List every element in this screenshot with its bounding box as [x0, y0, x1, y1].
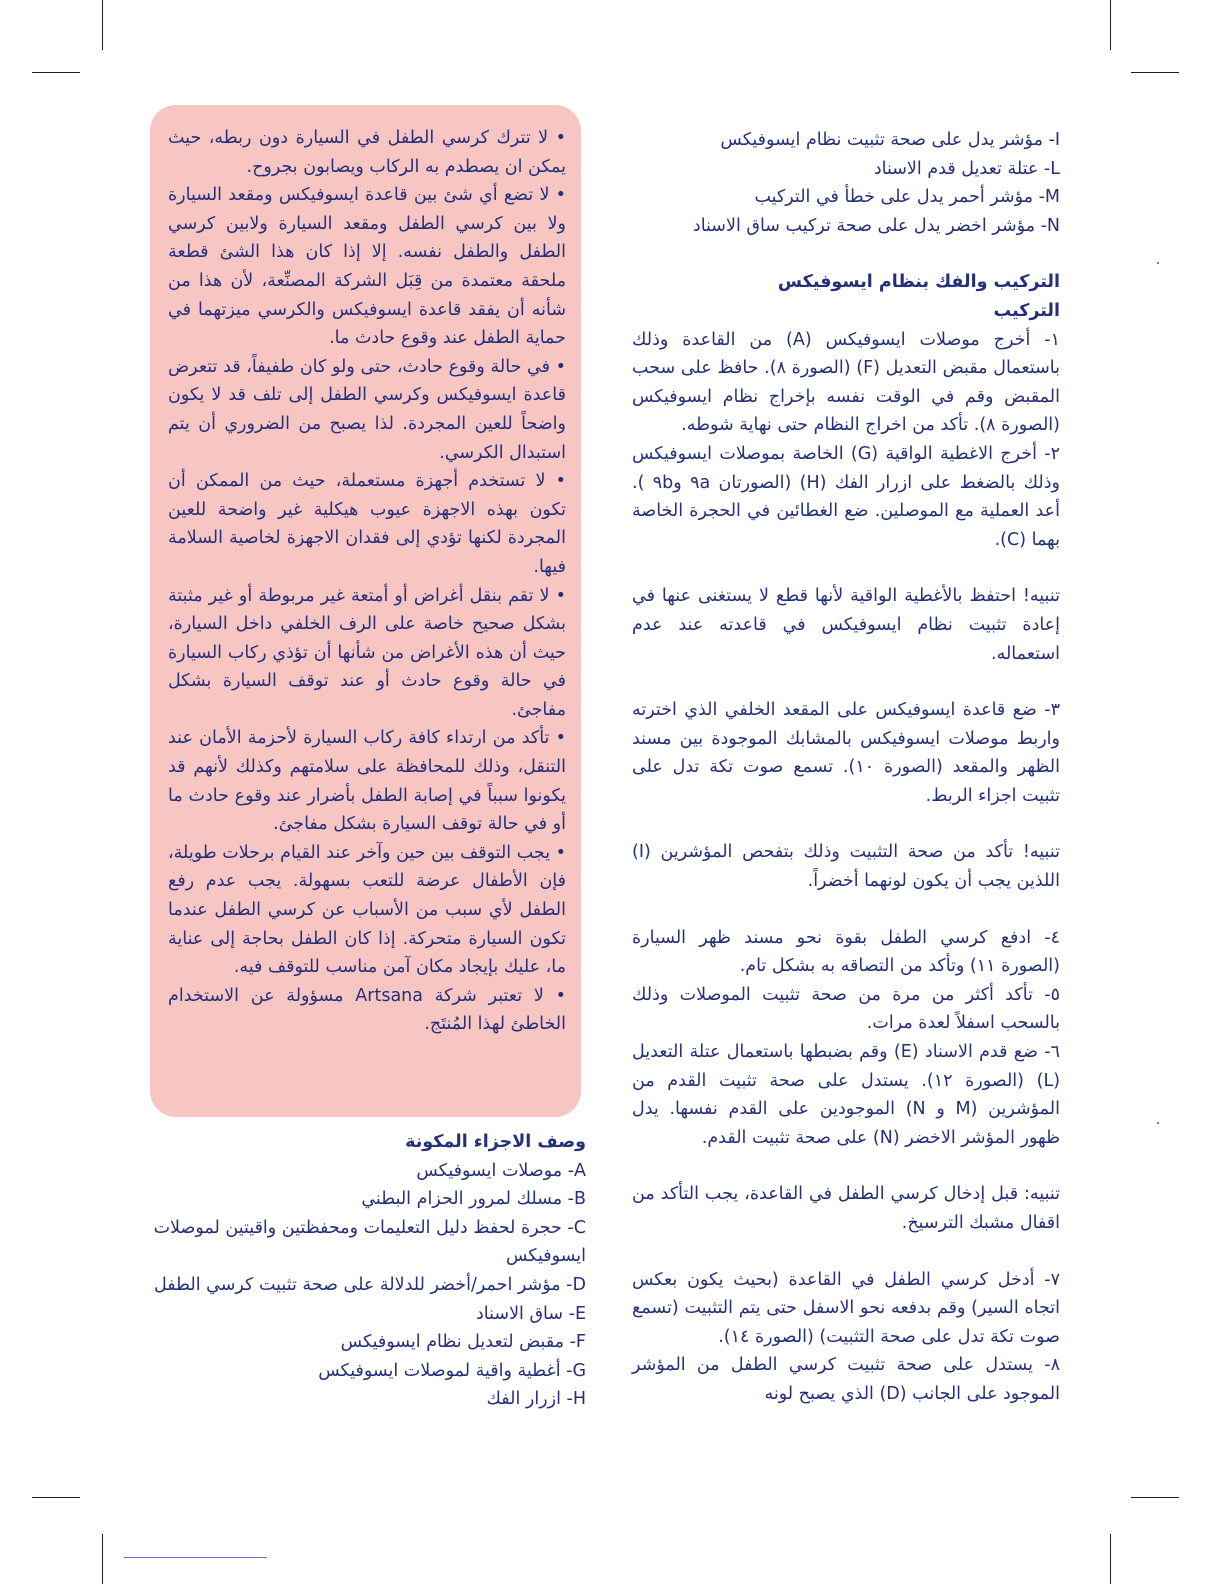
warning-item: • تأكد من ارتداء كافة ركاب السيارة لأحزمة الأمان عند التنقل، وذلك للمحافظة على سلامتهم وكذلك لأنهم قد يكونوا سبباً في إصابة الطفل بأضرار عند وقوع حادث ما أو في حالة توقف السيارة بشكل مفاجئ.: [168, 728, 566, 835]
warning-item: • لا تضع أي شئ بين قاعدة ايسوفيكس ومقعد السيارة ولا بين كرسي الطفل ومقعد السيارة ولابين كرسي الطفل والطفل نفسه. إلا إذا كان هذا الشئ قطعة ملحقة معتمدة من قِبَل الشركة المصنِّعة، لأن هذا من شأنه أن يفقد قاعدة ايسوفيكس والكرسي ميزتهما في حماية الطفل عند وقوع حادث ما.: [168, 185, 566, 349]
crop-mark-bottom-right-h: [1131, 1497, 1179, 1498]
warning-item: • في حالة وقوع حادث، حتى ولو كان طفيفاً، قد تتعرض قاعدة ايسوفيكس وكرسي الطفل إلى تلف قد لا يكون واضحاً للعين المجردة. لذا يصبح من الضروري أن يتم استبدال الكرسي.: [168, 356, 566, 463]
step-2: ٢- أخرج الاغطية الواقية (G) الخاصة بموصلات ايسوفيكس وذلك بالضغط على ازرار الفك (H) (الصورتان ٩a و٩b ). أعد العملية مع الموصلين. ضع الغطائين في الحجرة الخاصة بهما (C).: [632, 443, 1061, 550]
warning-item: • يجب التوقف بين حين وآخر عند القيام برحلات طويلة، فإن الأطفال عرضة للتعب بسهولة. يجب عدم رفع الطفل لأي سبب من الأسباب عن كرسي الطفل عندما تكون السيارة متحركة. إذا كان الطفل بحاجة إلى عناية ما، عليك بإيجاد مكان آمن مناسب للتوقف فيه.: [168, 842, 566, 978]
part-item-b: B- مسلك لمرور الحزام البطني: [361, 1189, 586, 1210]
step-6: ٦- ضع قدم الاسناد (E) وقم بضبطها باستعمال عتلة التعديل (L) (الصورة ١٢). يستدل على صحة تثبيت القدم من المؤشرين (M و N) الموجودين على القدم نفسها. يدل ظهور المؤشر الاخضر (N) على صحة تثبيت القدم.: [632, 1042, 1061, 1148]
step-7: ٧- أدخل كرسي الطفل في القاعدة (بحيث يكون بعكس اتجاه السير) وقم بدفعه نحو الاسفل حتى يتم التثبيت (تسمع صوت تكة تدل على صحة التثبيت) (الصورة ١٤).: [632, 1269, 1060, 1347]
warnings-list: [168, 124, 566, 1039]
instructions-column: [632, 126, 1060, 1409]
warning-item: • لا تستخدم أجهزة مستعملة، حيث من الممكن أن تكون بهذه الاجهزة عيوب هيكلية غير واضحة للعين المجردة لكنها تؤدي إلى فقدان الاجهزة لخاصية السلامة فيها.: [168, 471, 566, 577]
indicator-m: M- مؤشر أحمر يدل على خطأ في التركيب: [754, 187, 1060, 208]
step-5: ٥- تأكد أكثر من مرة من صحة تثبيت الموصلات وذلك بالسحب اسفلاً لعدة مرات.: [632, 984, 1060, 1034]
section-title: التركيب والفك بنظام ايسوفيكس: [777, 272, 1060, 293]
part-item-c: C- حجرة لحفظ دليل التعليمات ومحفظتين واقيتين لموصلات ايسوفيكس: [153, 1217, 586, 1267]
indicator-l: L- عتلة تعديل قدم الاسناد: [873, 158, 1060, 179]
part-item-e: E- ساق الاسناد: [476, 1303, 586, 1324]
parts-section: [150, 1128, 586, 1414]
warning-1: تنبيه! احتفظ بالأغطية الواقية لأنها قطع لا يستغنى عنها في إعادة تثبيت نظام ايسوفيكس في قاعدته عند عدم استعماله.: [632, 586, 1060, 664]
margin-dot-lower: [1157, 1122, 1159, 1124]
part-item-a: A- موصلات ايسوفيكس: [416, 1160, 586, 1181]
part-item-h: H- ازرار الفك: [486, 1389, 586, 1410]
crop-mark-top-right-h: [1131, 72, 1179, 73]
crop-mark-top-right: [1110, 0, 1111, 50]
crop-mark-bottom-right: [1110, 1534, 1111, 1584]
crop-mark-top-left: [102, 0, 103, 50]
warning-3: تنبيه: قبل إدخال كرسي الطفل في القاعدة، يجب التأكد من اقفال مشبك الترسيخ.: [632, 1184, 1060, 1233]
subsection-title: التركيب: [993, 300, 1060, 321]
part-item-f: F- مقبض لتعديل نظام ايسوفيكس: [340, 1332, 586, 1353]
footer-rule: [124, 1557, 267, 1558]
step-3: ٣- ضع قاعدة ايسوفيكس على المقعد الخلفي الذي اخترته واربط موصلات ايسوفيكس بالمشابك الموجودة بين مسند الظهر والمقعد (الصورة ١٠). تسمع صوت تكة تدل على تثبيت اجزاء الربط.: [632, 700, 1060, 806]
step-8: ٨- يستدل على صحة تثبيت كرسي الطفل من المؤشر الموجود على الجانب (D) الذي يصبح لونه: [632, 1355, 1060, 1404]
crop-mark-bottom-left-h: [32, 1497, 80, 1498]
parts-title: وصف الاجزاء المكونة: [405, 1132, 586, 1152]
indicator-n: N- مؤشر اخضر يدل على صحة تركيب ساق الاسناد: [692, 215, 1060, 236]
margin-dot-upper: [1157, 262, 1159, 264]
step-4: ٤- ادفع كرسي الطفل بقوة نحو مسند ظهر السيارة (الصورة ١١) وتأكد من التصاقه به بشكل تام.: [632, 927, 1060, 977]
crop-mark-top-left-h: [32, 72, 80, 73]
step-1: ١- أخرج موصلات ايسوفيكس (A) من القاعدة وذلك باستعمال مقبض التعديل (F) (الصورة ٨). حافظ على سحب المقبض وقم في الوقت نفسه بإخراج نظام ايسوفيكس (الصورة ٨). تأكد من اخراج النظام حتى نهاية شوطه.: [632, 329, 1061, 436]
part-item-g: G- أغطية واقية لموصلات ايسوفيكس: [318, 1360, 586, 1381]
warning-item: • لا تعتبر شركة Artsana مسؤولة عن الاستخدام الخاطئ لهذا المُنتَج.: [168, 985, 567, 1035]
part-item-d: D- مؤشر احمر/أخضر للدلالة على صحة تثبيت كرسي الطفل: [153, 1274, 586, 1295]
warning-item: • لا تترك كرسي الطفل في السيارة دون ربطه، حيث يمكن ان يصطدم به الركاب ويصابون بجروح.: [168, 128, 566, 177]
warning-2: تنبيه! تأكد من صحة التثبيت وذلك بتفحص المؤشرين (I) اللذين يجب أن يكون لونهما أخضراً.: [632, 842, 1060, 892]
warning-item: • لا تقم بنقل أغراض أو أمتعة غير مربوطة أو غير مثبتة بشكل صحيح خاصة على الرف الخلفي داخل السيارة، حيث أن هذه الأغراض من شأنها أن تؤذي ركاب السيارة في حالة وقوع حادث أو عند توقف السيارة بشكل مفاجئ.: [168, 585, 566, 720]
crop-mark-bottom-left: [102, 1534, 103, 1584]
indicator-i: I- مؤشر يدل على صحة تثبيت نظام ايسوفيكس: [720, 130, 1060, 150]
